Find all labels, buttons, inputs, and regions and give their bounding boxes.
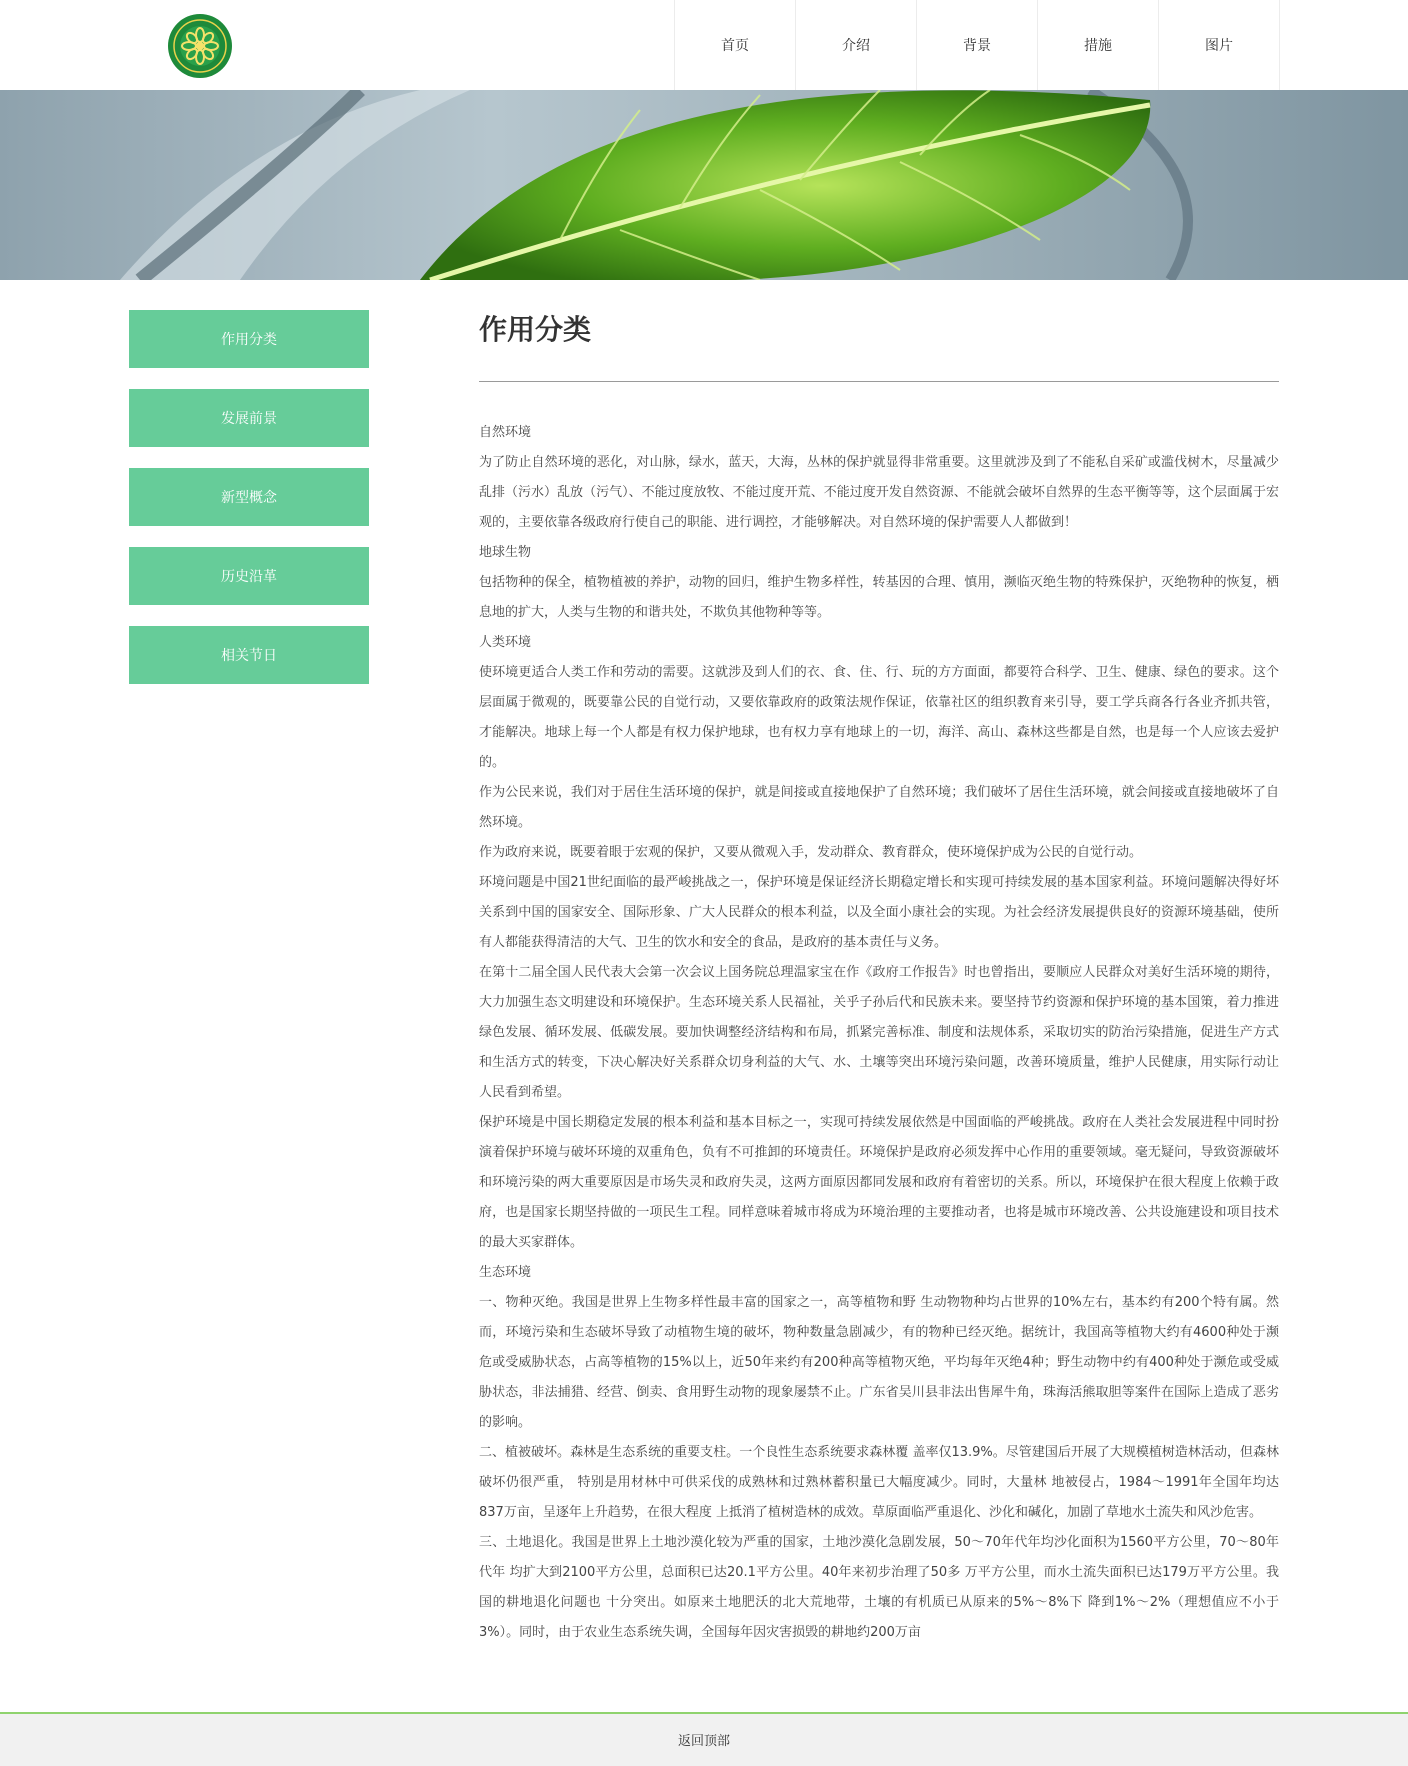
paragraph: 为了防止自然环境的恶化，对山脉，绿水，蓝天，大海，丛林的保护就显得非常重要。这里就涉及到了不能私自采矿或滥伐树木，尽量减少乱排（污水）乱放（污气）、不能过度放牧、不能过度开荒、不能过度开发自然资源、不能就会破坏自然界的生态平衡等等，这个层面属于宏观的，主要依靠各级政府行使自己的职能、进行调控，才能够解决。对自然环境的保护需要人人都做到！ xyxy=(479,455,1279,530)
sidebar-item-prospects[interactable]: 发展前景 xyxy=(129,389,369,447)
paragraph: 三、土地退化。我国是世界上土地沙漠化较为严重的国家，土地沙漠化急剧发展，50～70年代年均沙化面积为1560平方公里，70～80年代年 均扩大到2100平方公里，总面积已达20.1平方公里。40年来初步治理了50多 万平方公里，而水土流失面积已达179万平方公里。我国的耕地退化问题也 十分突出。如原来土地肥沃的北大荒地带，土壤的有机质已从原来的5%～8%下 降到1%～2%（理想值应不小于3%）。同时，由于农业生态系统失调，全国每年因灾害损毁的耕地约200万亩 xyxy=(479,1535,1279,1640)
back-to-top-link[interactable]: 返回顶部 xyxy=(677,1734,730,1749)
nav-item-pictures[interactable]: 图片 xyxy=(1158,0,1280,90)
section-heading: 生态环境 xyxy=(479,1265,532,1280)
paragraph: 使环境更适合人类工作和劳动的需要。这就涉及到人们的衣、食、住、行、玩的方方面面，都要符合科学、卫生、健康、绿色的要求。这个层面属于微观的，既要靠公民的自觉行动，又要依靠政府的政策法规作保证，依靠社区的组织教育来引导，要工学兵商各行各业齐抓共管，才能解决。地球上每一个人都是有权力保护地球，也有权力享有地球上的一切，海洋、高山、森林这些都是自然，也是每一个人应该去爱护的。 xyxy=(479,665,1279,770)
sidebar-item-new-concept[interactable]: 新型概念 xyxy=(129,468,369,526)
section-heading: 人类环境 xyxy=(479,635,532,650)
nav-item-measures[interactable]: 措施 xyxy=(1037,0,1158,90)
site-logo[interactable] xyxy=(167,13,233,79)
paragraph: 环境问题是中国21世纪面临的最严峻挑战之一，保护环境是保证经济长期稳定增长和实现可持续发展的基本国家利益。环境问题解决得好坏关系到中国的国家安全、国际形象、广大人民群众的根本利益，以及全面小康社会的实现。为社会经济发展提供良好的资源环境基础，使所有人都能获得清洁的大气、卫生的饮水和安全的食品，是政府的基本责任与义务。 xyxy=(479,875,1279,950)
sidebar-item-related-festivals[interactable]: 相关节日 xyxy=(129,626,369,684)
section-heading: 自然环境 xyxy=(479,425,532,440)
nav-item-background[interactable]: 背景 xyxy=(916,0,1037,90)
paragraph: 作为政府来说，既要着眼于宏观的保护，又要从微观入手，发动群众、教育群众，使环境保护成为公民的自觉行动。 xyxy=(479,845,1143,860)
nav-item-intro[interactable]: 介绍 xyxy=(795,0,916,90)
sidebar xyxy=(129,310,369,705)
paragraph: 作为公民来说，我们对于居住生活环境的保护，就是间接或直接地保护了自然环境；我们破坏了居住生活环境，就会间接或直接地破坏了自然环境。 xyxy=(479,785,1279,830)
paragraph: 保护环境是中国长期稳定发展的根本利益和基本目标之一，实现可持续发展依然是中国面临的严峻挑战。政府在人类社会发展进程中同时扮演着保护环境与破坏环境的双重角色，负有不可推卸的环境责任。环境保护是政府必须发挥中心作用的重要领域。毫无疑问，导致资源破坏和环境污染的两大重要原因是市场失灵和政府失灵，这两方面原因都同发展和政府有着密切的关系。所以，环境保护在很大程度上依赖于政府，也是国家长期坚持做的一项民生工程。同样意味着城市将成为环境治理的主要推动者，也将是城市环境改善、公共设施建设和项目技术的最大买家群体。 xyxy=(479,1115,1279,1250)
leaf-banner-illustration xyxy=(0,90,1408,280)
section-heading: 地球生物 xyxy=(479,545,532,560)
paragraph: 包括物种的保全，植物植被的养护，动物的回归，维护生物多样性，转基因的合理、慎用，濒临灭绝生物的特殊保护，灭绝物种的恢复，栖息地的扩大，人类与生物的和谐共处，不欺负其他物种等等。 xyxy=(479,575,1279,620)
paragraph: 在第十二届全国人民代表大会第一次会议上国务院总理温家宝在作《政府工作报告》时也曾指出，要顺应人民群众对美好生活环境的期待，大力加强生态文明建设和环境保护。生态环境关系人民福祉，关乎子孙后代和民族未来。要坚持节约资源和保护环境的基本国策，着力推进绿色发展、循环发展、低碳发展。要加快调整经济结构和布局，抓紧完善标准、制度和法规体系，采取切实的防治污染措施，促进生产方式和生活方式的转变，下决心解决好关系群众切身利益的大气、水、土壤等突出环境污染问题，改善环境质量，维护人民健康，用实际行动让人民看到希望。 xyxy=(479,965,1279,1100)
main-content xyxy=(479,300,1279,1648)
banner-image xyxy=(0,90,1408,280)
header xyxy=(0,0,1408,90)
main-nav xyxy=(674,0,1280,90)
page-title: 作用分类 xyxy=(479,313,592,346)
sidebar-item-function-category[interactable]: 作用分类 xyxy=(129,310,369,368)
title-divider xyxy=(479,381,1279,382)
paragraph: 一、物种灭绝。我国是世界上生物多样性最丰富的国家之一，高等植物和野 生动物物种均占世界的10%左右，基本约有200个特有属。然而，环境污染和生态破坏导致了动植物生境的破坏，物种数量急剧减少，有的物种已经灭绝。据统计，我国高等植物大约有4600种处于濒危或受威胁状态，占高等植物的15%以上，近50年来约有200种高等植物灭绝，平均每年灭绝4种；野生动物中约有400种处于濒危或受威胁状态，非法捕猎、经营、倒卖、食用野生动物的现象屡禁不止。广东省吴川县非法出售犀牛角，珠海活熊取胆等案件在国际上造成了恶劣的影响。 xyxy=(479,1295,1279,1430)
nav-item-home[interactable]: 首页 xyxy=(674,0,795,90)
sidebar-item-history[interactable]: 历史沿革 xyxy=(129,547,369,605)
footer xyxy=(0,1712,1408,1766)
paragraph: 二、植被破坏。森林是生态系统的重要支柱。一个良性生态系统要求森林覆 盖率仅13.9%。尽管建国后开展了大规模植树造林活动，但森林破坏仍很严重， 特别是用材林中可供采伐的成熟林和过熟林蓄积量已大幅度减少。同时，大量林 地被侵占，1984～1991年全国年均达837万亩，呈逐年上升趋势，在很大程度 上抵消了植树造林的成效。草原面临严重退化、沙化和碱化，加剧了草地水土流失和风沙危害。 xyxy=(479,1445,1279,1520)
logo-emblem-icon xyxy=(167,13,233,79)
article-body xyxy=(479,418,1279,1648)
